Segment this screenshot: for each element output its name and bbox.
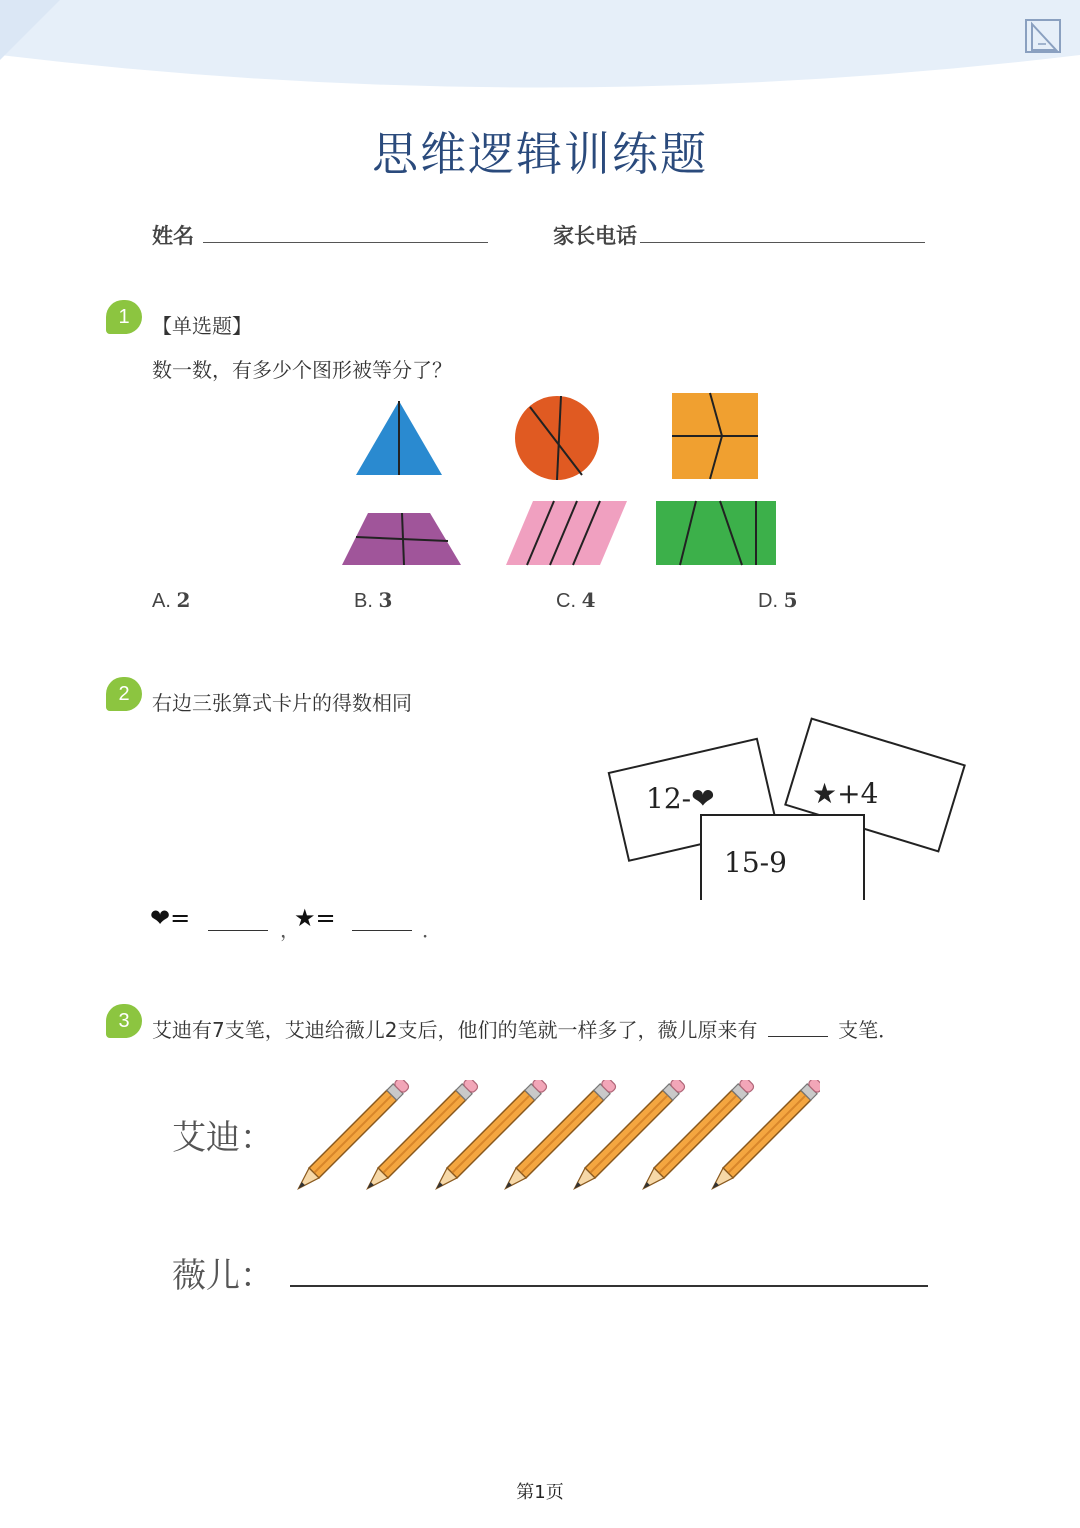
trapezoid-shape — [342, 513, 461, 565]
comma-sep: ， — [280, 918, 300, 942]
question-2-text: 右边三张算式卡片的得数相同 — [152, 691, 412, 715]
weier-line[interactable] — [290, 1285, 928, 1287]
equation-cards — [600, 715, 970, 900]
option-a[interactable]: A. 2 — [152, 588, 191, 612]
heart-answer-blank[interactable] — [208, 930, 268, 931]
question-1-type: 【单选题】 — [152, 314, 252, 338]
pencil-icon — [707, 1080, 820, 1190]
card-1-text: 12-❤ — [646, 782, 715, 815]
aidi-label: 艾迪： — [172, 1118, 274, 1158]
card-3-text: 15-9 — [724, 846, 787, 879]
parallelogram-shape — [506, 501, 627, 565]
end-period: ． — [422, 918, 442, 942]
star-answer-blank[interactable] — [352, 930, 412, 931]
pencils-row — [290, 1080, 820, 1190]
phone-label: 家长电话 — [553, 224, 637, 248]
option-c[interactable]: C. 4 — [556, 588, 596, 612]
square-shape — [672, 393, 758, 479]
star-answer-label: ★= — [294, 904, 336, 932]
question-2-badge: 2 — [106, 677, 142, 711]
question-1-text: 数一数，有多少个图形被等分了？ — [152, 358, 452, 382]
shapes-figure — [330, 385, 800, 580]
question-3-text: 艾迪有7支笔，艾迪给薇儿2支后，他们的笔就一样多了，薇儿原来有 支笔． — [152, 1018, 899, 1042]
circle-shape — [515, 396, 599, 480]
question-1-badge: 1 — [106, 300, 142, 334]
answer-blank[interactable] — [768, 1036, 828, 1037]
option-b[interactable]: B. 3 — [354, 588, 393, 612]
name-label: 姓名 — [152, 224, 194, 248]
ruler-triangle-icon — [1024, 16, 1064, 56]
option-d[interactable]: D. 5 — [758, 588, 798, 612]
page-number: 第1页 — [516, 1482, 564, 1503]
heart-answer-label: ❤= — [150, 904, 191, 932]
weier-label: 薇儿： — [172, 1256, 274, 1296]
page-title: 思维逻辑训练题 — [372, 127, 708, 181]
name-field[interactable] — [203, 242, 488, 243]
rectangle-shape — [656, 501, 776, 565]
question-3-badge: 3 — [106, 1004, 142, 1038]
header-wave — [0, 0, 1080, 110]
triangle-shape — [356, 401, 442, 475]
phone-field[interactable] — [640, 242, 925, 243]
card-2-text: ★+4 — [812, 777, 879, 810]
